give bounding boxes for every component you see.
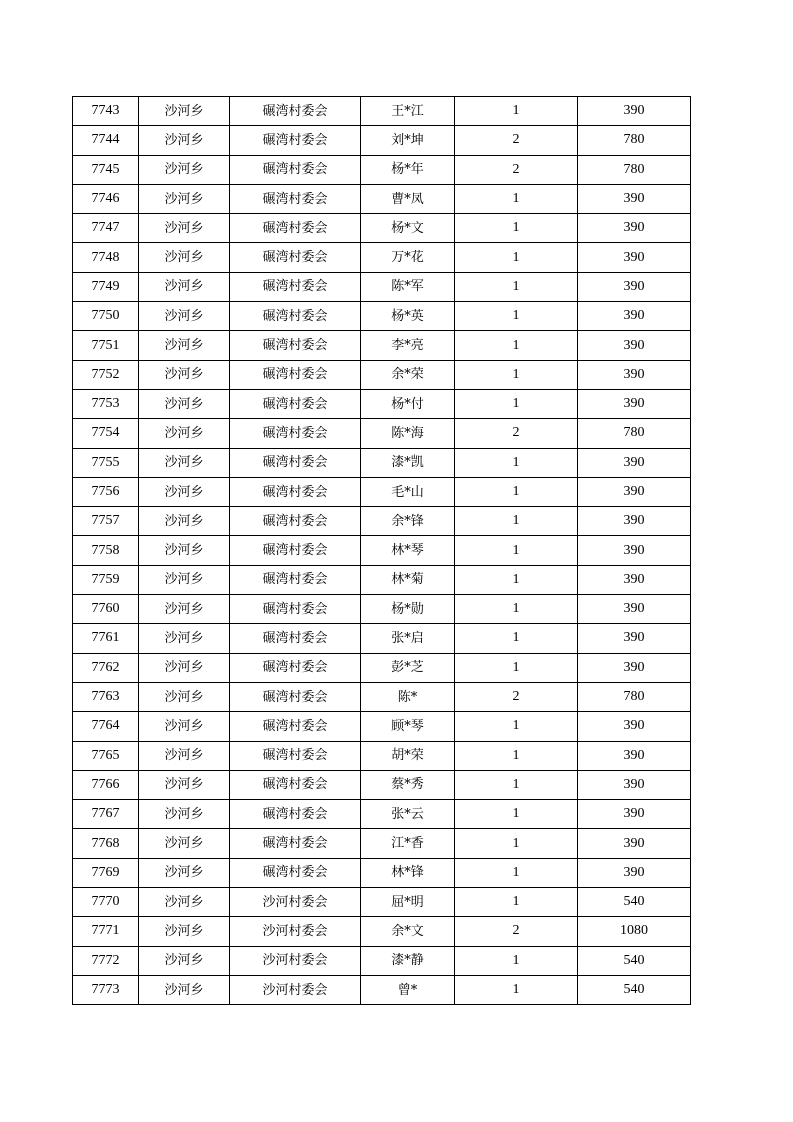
cell-id: 7747 — [73, 214, 139, 243]
table-row — [73, 214, 691, 243]
cell-id: 7748 — [73, 243, 139, 272]
cell-committee: 碾湾村委会 — [230, 214, 361, 243]
cell-id: 7755 — [73, 448, 139, 477]
cell-name: 彭*芝 — [361, 653, 455, 682]
cell-committee: 碾湾村委会 — [230, 624, 361, 653]
table-row — [73, 653, 691, 682]
cell-amount: 390 — [578, 477, 691, 506]
cell-amount: 390 — [578, 741, 691, 770]
cell-township: 沙河乡 — [139, 214, 230, 243]
table-row — [73, 448, 691, 477]
cell-name: 漆*静 — [361, 946, 455, 975]
cell-township: 沙河乡 — [139, 682, 230, 711]
table-row — [73, 272, 691, 301]
table-row — [73, 360, 691, 389]
cell-amount: 390 — [578, 184, 691, 213]
cell-id: 7773 — [73, 975, 139, 1004]
cell-id: 7754 — [73, 419, 139, 448]
cell-count: 2 — [455, 917, 578, 946]
table-row — [73, 741, 691, 770]
cell-amount: 390 — [578, 243, 691, 272]
cell-id: 7764 — [73, 712, 139, 741]
cell-name: 杨*勋 — [361, 595, 455, 624]
table-row — [73, 302, 691, 331]
cell-committee: 碾湾村委会 — [230, 360, 361, 389]
table-row — [73, 536, 691, 565]
cell-count: 1 — [455, 653, 578, 682]
table-row — [73, 800, 691, 829]
cell-township: 沙河乡 — [139, 917, 230, 946]
cell-township: 沙河乡 — [139, 419, 230, 448]
table-row — [73, 624, 691, 653]
cell-name: 蔡*秀 — [361, 770, 455, 799]
cell-name: 陈* — [361, 682, 455, 711]
cell-count: 1 — [455, 184, 578, 213]
cell-amount: 390 — [578, 829, 691, 858]
cell-committee: 沙河村委会 — [230, 946, 361, 975]
cell-committee: 碾湾村委会 — [230, 243, 361, 272]
cell-amount: 780 — [578, 126, 691, 155]
cell-count: 1 — [455, 595, 578, 624]
cell-township: 沙河乡 — [139, 888, 230, 917]
cell-amount: 390 — [578, 97, 691, 126]
cell-township: 沙河乡 — [139, 975, 230, 1004]
table-row — [73, 97, 691, 126]
cell-amount: 390 — [578, 272, 691, 301]
cell-amount: 390 — [578, 712, 691, 741]
cell-count: 1 — [455, 302, 578, 331]
cell-id: 7757 — [73, 507, 139, 536]
cell-township: 沙河乡 — [139, 507, 230, 536]
cell-township: 沙河乡 — [139, 858, 230, 887]
cell-name: 余*荣 — [361, 360, 455, 389]
cell-township: 沙河乡 — [139, 770, 230, 799]
cell-township: 沙河乡 — [139, 946, 230, 975]
cell-amount: 540 — [578, 946, 691, 975]
table-row — [73, 477, 691, 506]
cell-amount: 390 — [578, 302, 691, 331]
table-row — [73, 155, 691, 184]
cell-amount: 780 — [578, 419, 691, 448]
table-row — [73, 888, 691, 917]
cell-name: 林*菊 — [361, 565, 455, 594]
cell-name: 万*花 — [361, 243, 455, 272]
cell-committee: 碾湾村委会 — [230, 653, 361, 682]
cell-count: 1 — [455, 946, 578, 975]
cell-committee: 碾湾村委会 — [230, 829, 361, 858]
cell-township: 沙河乡 — [139, 389, 230, 418]
cell-id: 7750 — [73, 302, 139, 331]
cell-id: 7761 — [73, 624, 139, 653]
cell-count: 1 — [455, 477, 578, 506]
cell-amount: 390 — [578, 331, 691, 360]
cell-name: 李*亮 — [361, 331, 455, 360]
table-row — [73, 917, 691, 946]
cell-committee: 碾湾村委会 — [230, 126, 361, 155]
cell-count: 1 — [455, 360, 578, 389]
cell-amount: 390 — [578, 536, 691, 565]
cell-name: 曹*凤 — [361, 184, 455, 213]
cell-amount: 390 — [578, 360, 691, 389]
cell-id: 7771 — [73, 917, 139, 946]
cell-committee: 碾湾村委会 — [230, 419, 361, 448]
cell-amount: 780 — [578, 682, 691, 711]
cell-township: 沙河乡 — [139, 360, 230, 389]
cell-committee: 碾湾村委会 — [230, 272, 361, 301]
cell-committee: 碾湾村委会 — [230, 97, 361, 126]
cell-township: 沙河乡 — [139, 97, 230, 126]
cell-amount: 390 — [578, 624, 691, 653]
cell-id: 7758 — [73, 536, 139, 565]
cell-id: 7772 — [73, 946, 139, 975]
cell-id: 7743 — [73, 97, 139, 126]
cell-name: 顾*琴 — [361, 712, 455, 741]
cell-township: 沙河乡 — [139, 477, 230, 506]
cell-name: 陈*海 — [361, 419, 455, 448]
cell-name: 胡*荣 — [361, 741, 455, 770]
cell-id: 7760 — [73, 595, 139, 624]
cell-township: 沙河乡 — [139, 800, 230, 829]
cell-committee: 碾湾村委会 — [230, 507, 361, 536]
cell-name: 江*香 — [361, 829, 455, 858]
cell-name: 陈*军 — [361, 272, 455, 301]
cell-count: 1 — [455, 272, 578, 301]
cell-township: 沙河乡 — [139, 331, 230, 360]
table-body — [73, 97, 691, 1005]
cell-committee: 沙河村委会 — [230, 975, 361, 1004]
cell-committee: 碾湾村委会 — [230, 331, 361, 360]
cell-count: 1 — [455, 975, 578, 1004]
cell-committee: 沙河村委会 — [230, 917, 361, 946]
cell-committee: 碾湾村委会 — [230, 858, 361, 887]
cell-name: 杨*英 — [361, 302, 455, 331]
cell-count: 1 — [455, 97, 578, 126]
cell-township: 沙河乡 — [139, 126, 230, 155]
cell-committee: 碾湾村委会 — [230, 184, 361, 213]
cell-id: 7751 — [73, 331, 139, 360]
cell-township: 沙河乡 — [139, 184, 230, 213]
cell-name: 余*文 — [361, 917, 455, 946]
table-row — [73, 595, 691, 624]
cell-township: 沙河乡 — [139, 653, 230, 682]
cell-id: 7744 — [73, 126, 139, 155]
table-row — [73, 975, 691, 1004]
cell-count: 1 — [455, 712, 578, 741]
cell-count: 1 — [455, 624, 578, 653]
cell-id: 7768 — [73, 829, 139, 858]
cell-id: 7762 — [73, 653, 139, 682]
cell-count: 1 — [455, 888, 578, 917]
cell-count: 1 — [455, 214, 578, 243]
cell-township: 沙河乡 — [139, 302, 230, 331]
cell-township: 沙河乡 — [139, 536, 230, 565]
cell-committee: 碾湾村委会 — [230, 302, 361, 331]
cell-township: 沙河乡 — [139, 595, 230, 624]
table-row — [73, 243, 691, 272]
cell-id: 7769 — [73, 858, 139, 887]
cell-committee: 碾湾村委会 — [230, 389, 361, 418]
table-row — [73, 946, 691, 975]
cell-id: 7752 — [73, 360, 139, 389]
table-row — [73, 507, 691, 536]
cell-amount: 390 — [578, 653, 691, 682]
cell-count: 1 — [455, 507, 578, 536]
cell-name: 林*锋 — [361, 858, 455, 887]
cell-count: 1 — [455, 565, 578, 594]
cell-committee: 碾湾村委会 — [230, 565, 361, 594]
cell-amount: 390 — [578, 770, 691, 799]
cell-id: 7763 — [73, 682, 139, 711]
cell-amount: 390 — [578, 595, 691, 624]
cell-township: 沙河乡 — [139, 272, 230, 301]
cell-name: 余*锋 — [361, 507, 455, 536]
cell-name: 刘*坤 — [361, 126, 455, 155]
cell-township: 沙河乡 — [139, 712, 230, 741]
cell-township: 沙河乡 — [139, 448, 230, 477]
cell-count: 2 — [455, 155, 578, 184]
cell-count: 2 — [455, 682, 578, 711]
cell-name: 张*启 — [361, 624, 455, 653]
table-row — [73, 682, 691, 711]
cell-id: 7770 — [73, 888, 139, 917]
table-row — [73, 389, 691, 418]
cell-amount: 1080 — [578, 917, 691, 946]
cell-amount: 390 — [578, 214, 691, 243]
cell-count: 1 — [455, 448, 578, 477]
data-table — [72, 96, 691, 1005]
cell-id: 7753 — [73, 389, 139, 418]
table-row — [73, 126, 691, 155]
cell-name: 林*琴 — [361, 536, 455, 565]
cell-id: 7765 — [73, 741, 139, 770]
cell-committee: 碾湾村委会 — [230, 682, 361, 711]
cell-count: 1 — [455, 829, 578, 858]
cell-name: 杨*年 — [361, 155, 455, 184]
cell-id: 7756 — [73, 477, 139, 506]
table-row — [73, 829, 691, 858]
cell-name: 张*云 — [361, 800, 455, 829]
cell-name: 杨*文 — [361, 214, 455, 243]
cell-id: 7767 — [73, 800, 139, 829]
cell-committee: 碾湾村委会 — [230, 448, 361, 477]
cell-township: 沙河乡 — [139, 829, 230, 858]
cell-count: 1 — [455, 536, 578, 565]
table-row — [73, 858, 691, 887]
cell-count: 1 — [455, 741, 578, 770]
cell-township: 沙河乡 — [139, 155, 230, 184]
cell-id: 7749 — [73, 272, 139, 301]
cell-committee: 碾湾村委会 — [230, 595, 361, 624]
cell-name: 杨*付 — [361, 389, 455, 418]
cell-committee: 碾湾村委会 — [230, 712, 361, 741]
table-row — [73, 712, 691, 741]
cell-committee: 碾湾村委会 — [230, 536, 361, 565]
cell-count: 2 — [455, 126, 578, 155]
cell-amount: 540 — [578, 888, 691, 917]
cell-committee: 碾湾村委会 — [230, 770, 361, 799]
cell-name: 屈*明 — [361, 888, 455, 917]
cell-id: 7745 — [73, 155, 139, 184]
cell-name: 漆*凯 — [361, 448, 455, 477]
cell-count: 1 — [455, 243, 578, 272]
cell-township: 沙河乡 — [139, 243, 230, 272]
cell-id: 7766 — [73, 770, 139, 799]
cell-township: 沙河乡 — [139, 565, 230, 594]
table-row — [73, 565, 691, 594]
cell-amount: 390 — [578, 800, 691, 829]
cell-count: 1 — [455, 770, 578, 799]
cell-count: 2 — [455, 419, 578, 448]
cell-township: 沙河乡 — [139, 624, 230, 653]
cell-township: 沙河乡 — [139, 741, 230, 770]
table-row — [73, 419, 691, 448]
cell-amount: 390 — [578, 565, 691, 594]
cell-name: 王*江 — [361, 97, 455, 126]
cell-count: 1 — [455, 800, 578, 829]
cell-amount: 540 — [578, 975, 691, 1004]
table-row — [73, 770, 691, 799]
table-row — [73, 331, 691, 360]
cell-count: 1 — [455, 858, 578, 887]
cell-amount: 390 — [578, 389, 691, 418]
cell-committee: 碾湾村委会 — [230, 800, 361, 829]
cell-id: 7759 — [73, 565, 139, 594]
cell-committee: 沙河村委会 — [230, 888, 361, 917]
cell-count: 1 — [455, 389, 578, 418]
cell-id: 7746 — [73, 184, 139, 213]
cell-count: 1 — [455, 331, 578, 360]
cell-amount: 390 — [578, 448, 691, 477]
cell-amount: 390 — [578, 858, 691, 887]
cell-committee: 碾湾村委会 — [230, 155, 361, 184]
cell-amount: 390 — [578, 507, 691, 536]
cell-amount: 780 — [578, 155, 691, 184]
table-row — [73, 184, 691, 213]
cell-name: 毛*山 — [361, 477, 455, 506]
cell-committee: 碾湾村委会 — [230, 477, 361, 506]
cell-name: 曾* — [361, 975, 455, 1004]
cell-committee: 碾湾村委会 — [230, 741, 361, 770]
